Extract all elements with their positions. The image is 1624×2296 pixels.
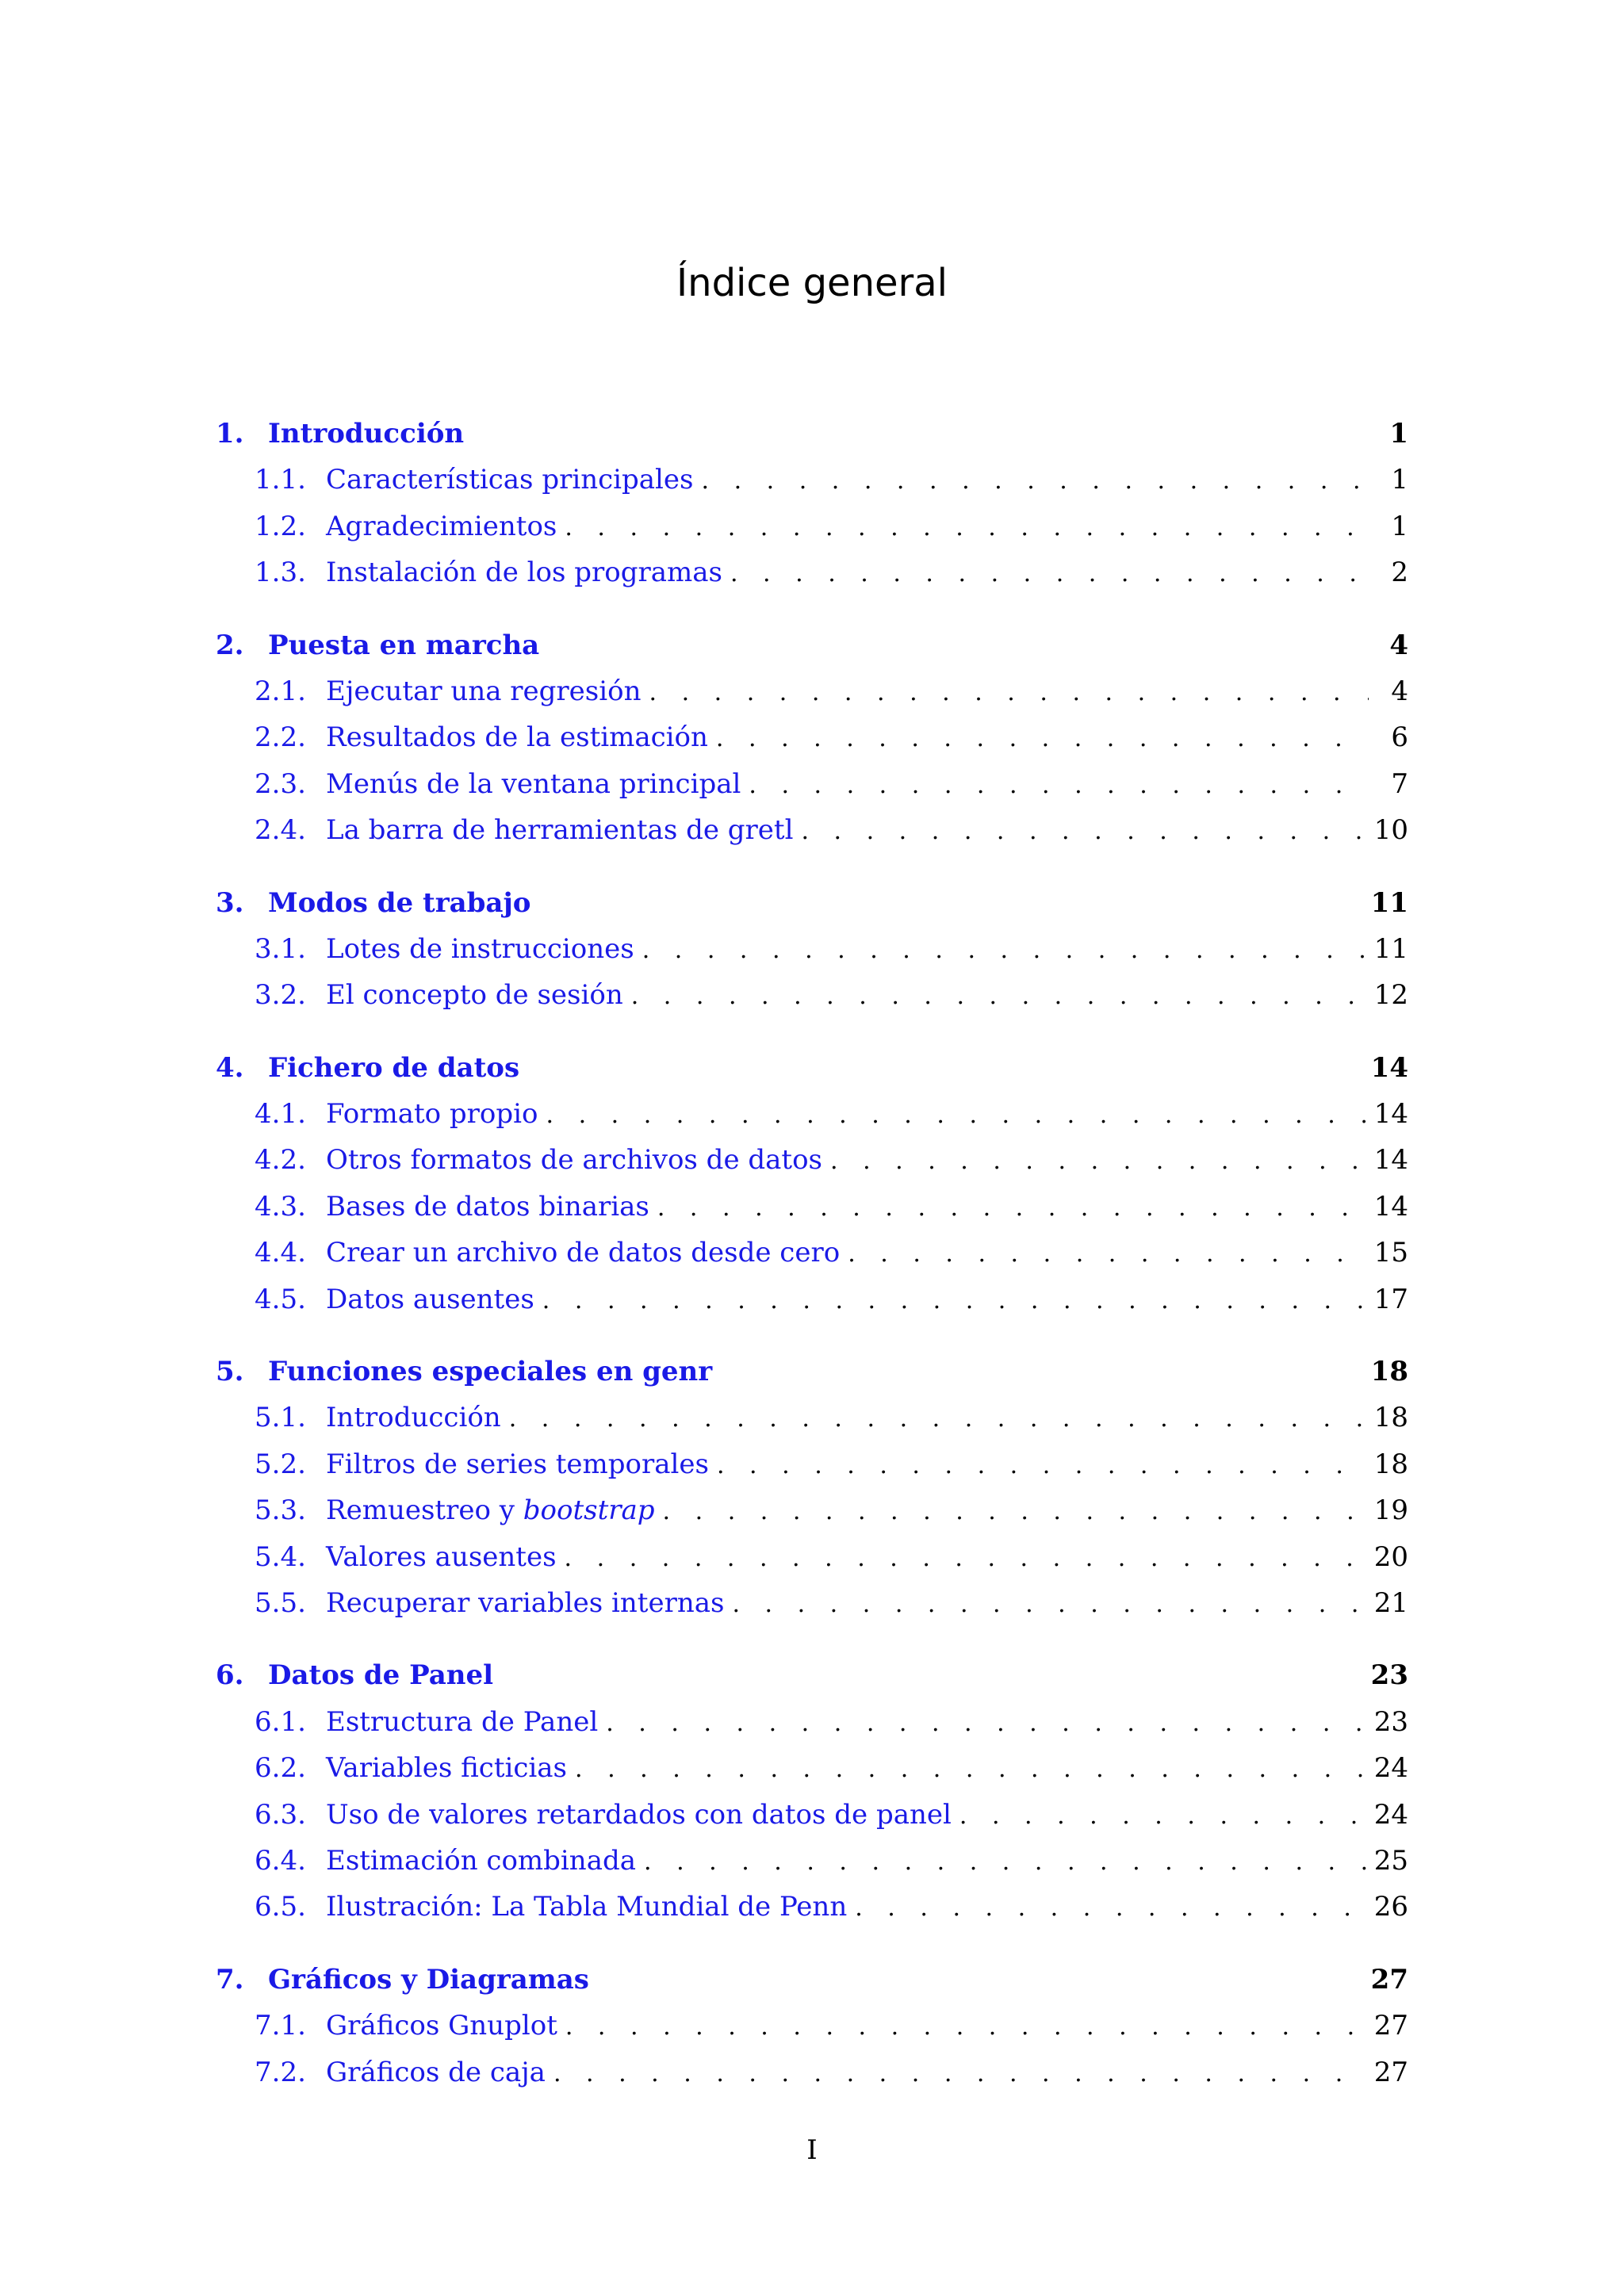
toc-section-link[interactable] (216, 721, 1408, 767)
section-page: 19 (1373, 1494, 1408, 1527)
chapter-title: Introducción (268, 418, 465, 450)
section-page: 23 (1373, 1705, 1408, 1738)
chapter-title: Fichero de datos (268, 1051, 520, 1084)
chapter-title: Puesta en marcha (268, 629, 540, 661)
toc-chapter-link[interactable] (216, 418, 1408, 464)
dot-leader (509, 1405, 1366, 1433)
section-number: 6.5. (255, 1891, 306, 1923)
section-title: Crear un archivo de datos desde cero (326, 1237, 841, 1269)
section-number: 7.2. (255, 2056, 306, 2088)
section-page: 14 (1373, 1144, 1408, 1177)
section-title: Gráficos Gnuplot (326, 2010, 557, 2042)
section-title: Ejecutar una regresión (326, 675, 642, 707)
toc-section-link[interactable] (216, 979, 1408, 1025)
table-of-contents (216, 418, 1408, 2129)
dot-leader (565, 514, 1369, 541)
section-title: Introducción (326, 1402, 501, 1434)
dot-leader (631, 982, 1366, 1010)
section-page: 1 (1391, 464, 1408, 496)
chapter-page: 1 (1389, 418, 1408, 450)
section-number: 1.2. (255, 510, 306, 542)
chapter-title: Modos de trabajo (268, 886, 531, 919)
page-number: I (806, 2134, 818, 2166)
toc-section-link[interactable] (216, 1144, 1408, 1190)
chapter-5 (216, 1356, 1408, 1633)
section-title: Gráficos de caja (326, 2056, 546, 2088)
section-page: 24 (1373, 1752, 1408, 1785)
dot-leader (830, 1147, 1366, 1175)
section-page: 20 (1373, 1540, 1408, 1573)
section-number: 6.1. (255, 1705, 306, 1738)
section-number: 2.1. (255, 675, 306, 707)
section-page: 14 (1373, 1098, 1408, 1131)
section-number: 5.1. (255, 1402, 306, 1434)
section-title: La barra de herramientas de gretl (326, 814, 794, 847)
toc-section-link[interactable] (216, 1494, 1408, 1540)
section-title-text: Remuestreo y (326, 1494, 515, 1527)
section-page: 6 (1391, 721, 1408, 754)
section-number: 1.3. (255, 557, 306, 589)
section-page: 26 (1373, 1891, 1408, 1923)
section-title: Filtros de series temporales (326, 1448, 709, 1480)
toc-chapter-link[interactable] (216, 1356, 1408, 1402)
section-page: 11 (1373, 932, 1408, 965)
toc-section-link[interactable] (216, 1402, 1408, 1448)
chapter-title: Funciones especiales en genr (268, 1356, 713, 1388)
dot-leader (959, 1802, 1366, 1830)
section-title: Instalación de los programas (326, 557, 722, 589)
section-number: 4.2. (255, 1144, 306, 1177)
section-number: 6.2. (255, 1752, 306, 1785)
section-title: Menús de la ventana principal (326, 767, 741, 800)
dot-leader (575, 1755, 1366, 1783)
section-page: 27 (1373, 2056, 1408, 2088)
section-number: 4.3. (255, 1190, 306, 1223)
section-title: Lotes de instrucciones (326, 932, 634, 965)
section-number: 3.2. (255, 979, 306, 1012)
toc-section-link[interactable] (216, 1284, 1408, 1330)
section-page: 18 (1373, 1402, 1408, 1434)
chapter-page: 23 (1370, 1659, 1408, 1692)
chapter-title: Gráficos y Diagramas (268, 1963, 589, 1996)
section-number: 6.4. (255, 1844, 306, 1877)
section-page: 2 (1391, 557, 1408, 589)
chapter-page: 18 (1370, 1356, 1408, 1388)
chapter-page: 14 (1370, 1051, 1408, 1084)
section-page: 7 (1391, 767, 1408, 800)
toc-section-link[interactable] (216, 768, 1408, 814)
section-title-italic: bootstrap (523, 1494, 655, 1527)
toc-section-link[interactable] (216, 511, 1408, 557)
chapter-number: 2. (216, 629, 244, 661)
section-title: Características principales (326, 464, 694, 496)
toc-chapter-link[interactable] (216, 887, 1408, 933)
section-title: Datos ausentes (326, 1283, 534, 1315)
section-page: 21 (1373, 1586, 1408, 1619)
section-title: Valores ausentes (326, 1540, 557, 1573)
section-title: Ilustración: La Tabla Mundial de Penn (326, 1891, 848, 1923)
toc-chapter-link[interactable] (216, 1659, 1408, 1705)
section-title: Otros formatos de archivos de datos (326, 1144, 822, 1177)
section-title: Bases de datos binarias (326, 1190, 649, 1223)
toc-chapter-link[interactable] (216, 1052, 1408, 1098)
section-page: 14 (1373, 1190, 1408, 1223)
toc-section-link[interactable] (216, 557, 1408, 603)
toc-section-link[interactable] (216, 933, 1408, 979)
section-title: Variables ficticias (326, 1752, 568, 1785)
toc-section-link[interactable] (216, 1891, 1408, 1937)
section-number: 5.5. (255, 1586, 306, 1619)
toc-section-link[interactable] (216, 1845, 1408, 1891)
section-page: 1 (1391, 510, 1408, 542)
section-title: Recuperar variables internas (326, 1586, 725, 1619)
dot-leader (606, 1709, 1366, 1737)
section-page: 12 (1373, 979, 1408, 1012)
chapter-number: 3. (216, 886, 244, 919)
chapter-number: 4. (216, 1051, 244, 1084)
dot-leader (717, 1452, 1366, 1479)
section-page: 4 (1391, 675, 1408, 707)
section-page: 15 (1373, 1237, 1408, 1269)
toc-chapter-link[interactable] (216, 1964, 1408, 2010)
toc-section-link[interactable] (216, 1448, 1408, 1494)
dot-leader (546, 1101, 1366, 1129)
chapter-number: 6. (216, 1659, 244, 1692)
toc-chapter-link[interactable] (216, 629, 1408, 675)
chapter-4 (216, 1052, 1408, 1330)
section-title: Estructura de Panel (326, 1705, 599, 1738)
section-number: 4.5. (255, 1283, 306, 1315)
section-page: 17 (1373, 1283, 1408, 1315)
section-number: 5.4. (255, 1540, 306, 1573)
toc-section-link[interactable] (216, 2010, 1408, 2056)
section-title: Agradecimientos (326, 510, 557, 542)
toc-section-link[interactable] (216, 1706, 1408, 1752)
toc-section-link[interactable] (216, 1799, 1408, 1845)
toc-section-link[interactable] (216, 814, 1408, 860)
section-page: 18 (1373, 1448, 1408, 1480)
chapter-1 (216, 418, 1408, 603)
section-number: 2.2. (255, 721, 306, 754)
chapter-2 (216, 629, 1408, 861)
dot-leader (855, 1894, 1366, 1922)
toc-section-link[interactable] (216, 1191, 1408, 1237)
chapter-title: Datos de Panel (268, 1659, 494, 1692)
section-number: 1.1. (255, 464, 306, 496)
chapter-page: 27 (1370, 1963, 1408, 1996)
section-number: 5.3. (255, 1494, 306, 1527)
section-title: Resultados de la estimación (326, 721, 708, 754)
toc-section-link[interactable] (216, 1098, 1408, 1144)
section-number: 2.3. (255, 767, 306, 800)
page-title: Índice general (676, 261, 948, 305)
toc-section-link[interactable] (216, 1587, 1408, 1633)
section-page: 25 (1373, 1844, 1408, 1877)
toc-section-link[interactable] (216, 2057, 1408, 2103)
chapter-number: 5. (216, 1356, 244, 1388)
chapter-3 (216, 887, 1408, 1026)
section-title (326, 1494, 655, 1526)
section-title: Formato propio (326, 1098, 538, 1131)
dot-leader (565, 1544, 1366, 1572)
chapter-6 (216, 1659, 1408, 1937)
dot-leader (663, 1498, 1366, 1525)
dot-leader (848, 1240, 1366, 1268)
section-number: 7.1. (255, 2010, 306, 2042)
section-page: 27 (1373, 2010, 1408, 2042)
dot-leader (553, 2060, 1366, 2087)
section-number: 5.2. (255, 1448, 306, 1480)
dot-leader (649, 679, 1369, 706)
dot-leader (801, 817, 1365, 845)
dot-leader (657, 1194, 1366, 1222)
section-title: Uso de valores retardados con datos de panel (326, 1798, 952, 1831)
section-page: 24 (1373, 1798, 1408, 1831)
chapter-page: 4 (1389, 629, 1408, 661)
toc-section-link[interactable] (216, 464, 1408, 510)
chapter-number: 7. (216, 1963, 244, 1996)
chapter-page: 11 (1370, 886, 1408, 919)
section-number: 6.3. (255, 1798, 306, 1831)
section-title: El concepto de sesión (326, 979, 623, 1012)
dot-leader (749, 771, 1369, 799)
toc-section-link[interactable] (216, 1752, 1408, 1798)
section-number: 3.1. (255, 932, 306, 965)
section-title: Estimación combinada (326, 1844, 636, 1877)
chapter-7 (216, 1964, 1408, 2103)
section-number: 4.4. (255, 1237, 306, 1269)
dot-leader (642, 936, 1366, 964)
dot-leader (644, 1848, 1366, 1876)
dot-leader (702, 467, 1369, 495)
dot-leader (542, 1287, 1366, 1314)
dot-leader (730, 560, 1369, 587)
dot-leader (716, 725, 1369, 752)
dot-leader (565, 2013, 1366, 2041)
section-number: 4.1. (255, 1098, 306, 1131)
chapter-number: 1. (216, 418, 244, 450)
section-page: 10 (1373, 814, 1408, 847)
toc-section-link[interactable] (216, 675, 1408, 721)
toc-section-link[interactable] (216, 1541, 1408, 1587)
toc-section-link[interactable] (216, 1237, 1408, 1283)
section-number: 2.4. (255, 814, 306, 847)
dot-leader (732, 1590, 1365, 1618)
